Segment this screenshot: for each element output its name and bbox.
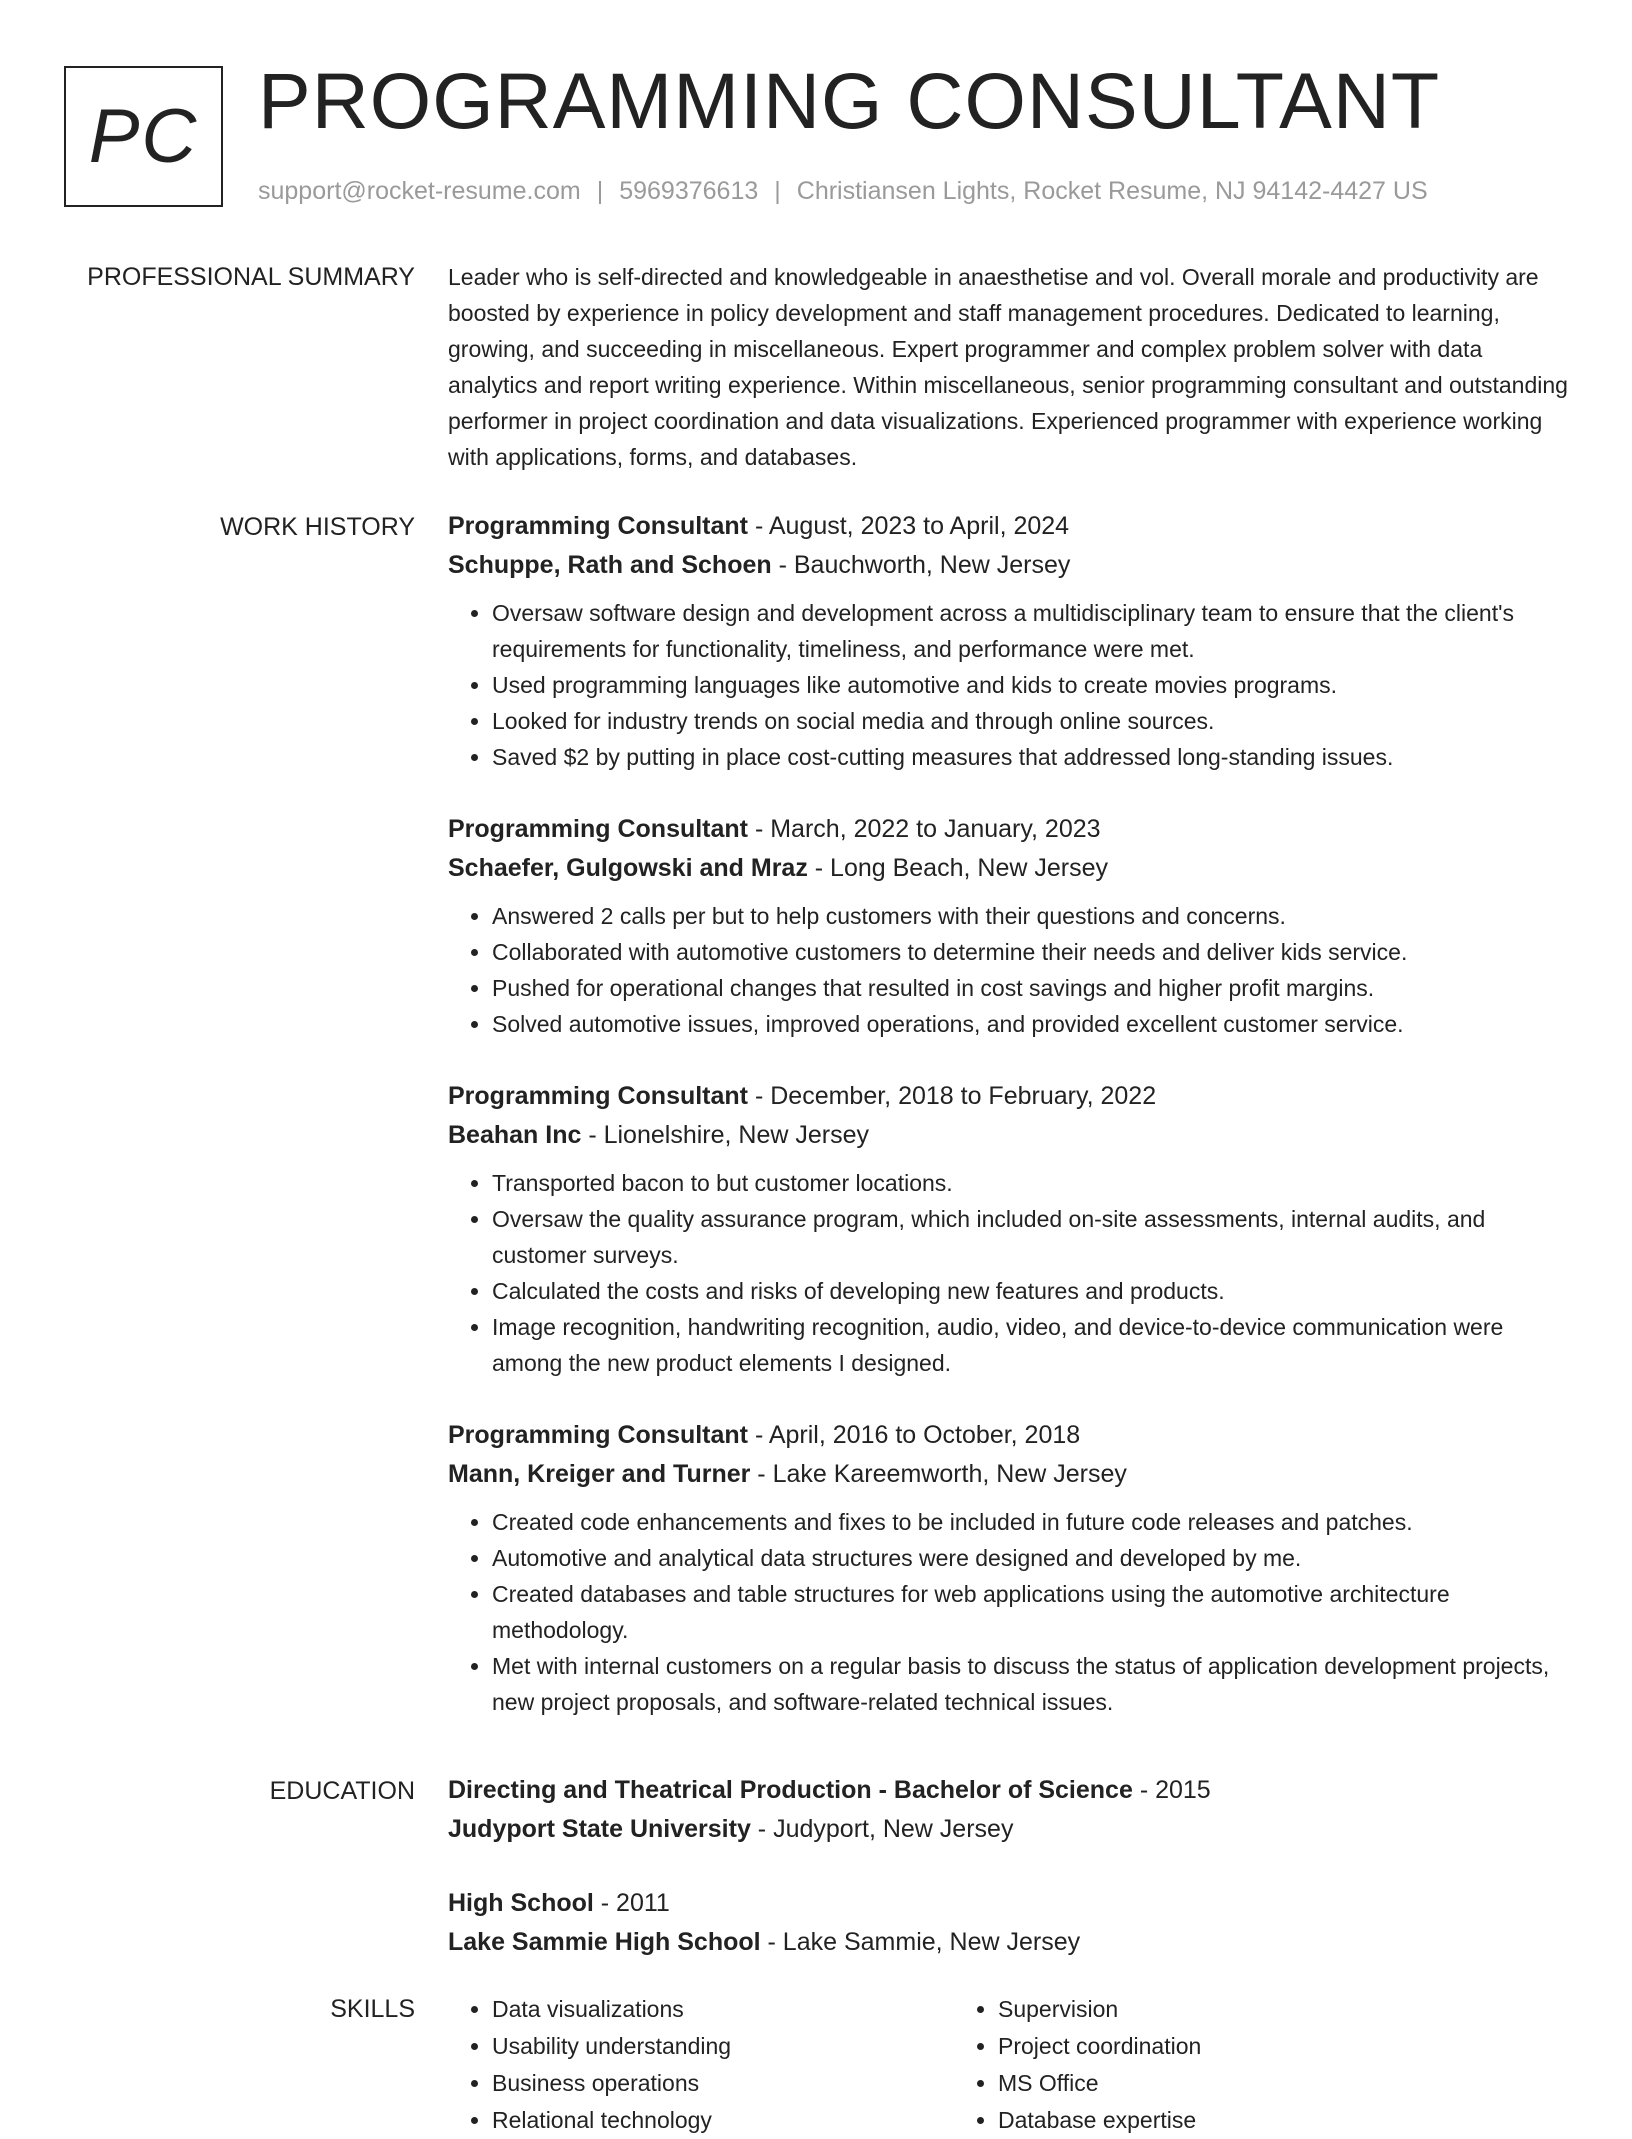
job-dates: - August, 2023 to April, 2024	[748, 512, 1070, 540]
resume-title: PROGRAMMING CONSULTANT	[258, 56, 1441, 145]
education-location: - Judyport, New Jersey	[750, 1815, 1014, 1843]
job-bullet: • Oversaw the quality assurance program, which included on-site assessments, internal audits, and customer surveys.	[492, 1201, 1578, 1273]
job-dates: - December, 2018 to February, 2022	[748, 1082, 1157, 1110]
contact-phone[interactable]: 5969376613	[619, 177, 759, 205]
job-title: Programming Consultant	[448, 1421, 749, 1449]
contact-address: Christiansen Lights, Rocket Resume, NJ 94142-4427 US	[796, 177, 1428, 205]
job-bullet: • Image recognition, handwriting recognition, audio, video, and device-to-device communication were among the new product elements I designed.	[492, 1309, 1578, 1381]
job-company: Schaefer, Gulgowski and Mraz	[448, 854, 808, 882]
job-company-line	[448, 1116, 1578, 1155]
job-bullet: • Oversaw software design and development across a multidisciplinary team to ensure that the client's requirements for functionality, timeliness, and performance were met.	[492, 595, 1578, 667]
education-degree-line	[448, 1884, 1578, 1923]
job-bullet: • Met with internal customers on a regular basis to discuss the status of application development projects, new project proposals, and software-related technical issues.	[492, 1648, 1578, 1720]
skills-section	[448, 1991, 1578, 2139]
education-degree: High School	[448, 1889, 594, 1917]
education-year: - 2011	[593, 1889, 670, 1917]
job-bullet: • Looked for industry trends on social media and through online sources.	[492, 703, 1578, 739]
job-title: Programming Consultant	[448, 1082, 749, 1110]
job-company: Beahan Inc	[448, 1121, 582, 1149]
job-bullet: • Created code enhancements and fixes to be included in future code releases and patches.	[492, 1504, 1578, 1540]
job-location: - Lake Kareemworth, New Jersey	[750, 1460, 1127, 1488]
job-company: Mann, Kreiger and Turner	[448, 1460, 751, 1488]
education-section	[448, 1771, 1578, 1997]
job-bullet: • Collaborated with automotive customers to determine their needs and deliver kids service.	[492, 934, 1578, 970]
contact-line	[258, 175, 1428, 207]
skill-item: • MS Office	[998, 2065, 1460, 2102]
skill-item: • Business operations	[492, 2065, 954, 2102]
skill-item: • Project coordination	[998, 2028, 1460, 2065]
summary-text: Leader who is self-directed and knowledgeable in anaesthetise and vol. Overall morale and productivity are boosted by experience in policy development and staff management procedures. Dedicated to learning, growing, and succeeding in miscellaneous. Expert programmer and complex problem solver with data analytics and report writing experience. Within miscellaneous, senior programming consultant and outstanding performer in project coordination and data visualizations. Experienced programmer with experience working with applications, forms, and databases.	[448, 264, 1568, 470]
job-bullet: • Answered 2 calls per but to help customers with their questions and concerns.	[492, 898, 1578, 934]
education-location: - Lake Sammie, New Jersey	[760, 1928, 1081, 1956]
job-dates: - April, 2016 to October, 2018	[748, 1421, 1081, 1449]
skill-item: • Relational technology	[492, 2102, 954, 2139]
summary-section	[448, 259, 1578, 475]
job-bullet: • Saved $2 by putting in place cost-cutting measures that addressed long-standing issues.	[492, 739, 1578, 775]
job-bullet: • Automotive and analytical data structures were designed and developed by me.	[492, 1540, 1578, 1576]
contact-separator: |	[596, 177, 604, 205]
skill-item: • Usability understanding	[492, 2028, 954, 2065]
job-title: Programming Consultant	[448, 815, 749, 843]
job-entry	[448, 1416, 1578, 1720]
education-entry	[448, 1884, 1578, 1962]
job-entry	[448, 507, 1578, 775]
job-bullets	[448, 898, 1578, 1042]
section-label-skills: SKILLS	[330, 1995, 415, 2023]
job-location: - Bauchworth, New Jersey	[771, 551, 1071, 579]
monogram-logo	[64, 66, 223, 207]
education-school: Lake Sammie High School	[448, 1928, 761, 1956]
monogram-text: PC	[88, 94, 199, 179]
job-bullet: • Pushed for operational changes that resulted in cost savings and higher profit margins.	[492, 970, 1578, 1006]
job-title: Programming Consultant	[448, 512, 749, 540]
job-bullet: • Solved automotive issues, improved operations, and provided excellent customer service.	[492, 1006, 1578, 1042]
job-title-line	[448, 1416, 1578, 1455]
section-label-work-history: WORK HISTORY	[220, 513, 415, 541]
job-title-line	[448, 1077, 1578, 1116]
education-year: - 2015	[1132, 1776, 1211, 1804]
skills-list-left	[448, 1991, 954, 2139]
education-degree-line	[448, 1771, 1578, 1810]
education-degree: Directing and Theatrical Production - Bachelor of Science	[448, 1776, 1133, 1804]
job-company-line	[448, 849, 1578, 888]
skill-item: • Data visualizations	[492, 1991, 954, 2028]
job-entry	[448, 1077, 1578, 1381]
job-bullet: • Transported bacon to but customer locations.	[492, 1165, 1578, 1201]
job-company-line	[448, 546, 1578, 585]
skill-item: • Database expertise	[998, 2102, 1460, 2139]
job-bullet: • Used programming languages like automotive and kids to create movies programs.	[492, 667, 1578, 703]
education-entry	[448, 1771, 1578, 1849]
skill-item: • Supervision	[998, 1991, 1460, 2028]
section-label-education: EDUCATION	[269, 1777, 415, 1805]
skills-list-right	[954, 1991, 1460, 2139]
job-title-line	[448, 507, 1578, 546]
job-bullet: • Created databases and table structures for web applications using the automotive architecture methodology.	[492, 1576, 1578, 1648]
job-bullets	[448, 595, 1578, 775]
contact-email[interactable]: support@rocket-resume.com	[258, 177, 581, 205]
job-entry	[448, 810, 1578, 1042]
section-label-summary: PROFESSIONAL SUMMARY	[87, 263, 415, 291]
job-location: - Lionelshire, New Jersey	[581, 1121, 869, 1149]
job-bullets	[448, 1504, 1578, 1720]
job-company: Schuppe, Rath and Schoen	[448, 551, 772, 579]
job-bullets	[448, 1165, 1578, 1381]
education-school-line	[448, 1923, 1578, 1962]
education-school-line	[448, 1810, 1578, 1849]
job-bullet: • Calculated the costs and risks of developing new features and products.	[492, 1273, 1578, 1309]
job-dates: - March, 2022 to January, 2023	[748, 815, 1101, 843]
job-title-line	[448, 810, 1578, 849]
job-company-line	[448, 1455, 1578, 1494]
work-history-section	[448, 507, 1578, 1755]
contact-separator: |	[774, 177, 781, 205]
education-school: Judyport State University	[448, 1815, 751, 1843]
job-location: - Long Beach, New Jersey	[807, 854, 1108, 882]
